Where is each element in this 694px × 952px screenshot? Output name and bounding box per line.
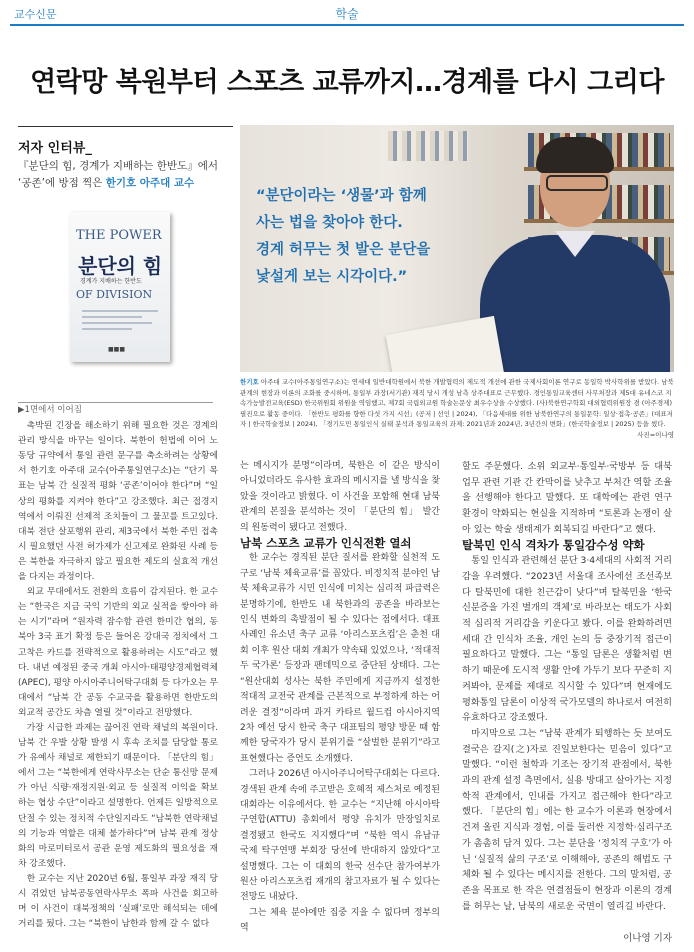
paragraph: 한 교수는 지난 2020년 6월, 통일부 과장 재직 당시 겪었던 남북공동연락사무소 폭파 사건을 회고하며 이 사건이 대북정책의 ‘실패’로만 해석되는 데에 거리를 뒀다. 그는 “북한이 남한과 함께 갈 수 없다 [18, 873, 218, 930]
article-column-3 [462, 459, 672, 914]
section-label: 교수신문 [14, 8, 57, 21]
open-book [386, 316, 505, 372]
book-subtitle: 경계가 지배하는 한반도 [80, 278, 142, 285]
interview-label: 저자 인터뷰_ [18, 141, 92, 156]
author-photo [240, 125, 674, 372]
caption-name: 한기호 [240, 378, 259, 386]
article-column-1 [18, 403, 218, 932]
book-cover [70, 212, 170, 362]
paragraph: 는 메시지가 분명”이라며, 북한은 이 같은 방식이 아니었더라도 유사한 효과의 메시지를 낼 방식을 찾았을 것이라고 밝혔다. 이 사건을 포함해 현대 남북관계의 본질을 분석하는 것이 「분단의 힘」 발간의 원동력이 됐다고 전했다. [240, 461, 440, 533]
publisher-logo: ■■■ [108, 346, 126, 353]
interview-line1: 『분단의 힘, 경계가 지배하는 한반도』에서 [18, 160, 218, 172]
section-title: 학술 [335, 7, 359, 21]
book-title-ko: 분단의 힘 [78, 254, 163, 278]
interview-subtitle [18, 158, 233, 192]
paragraph: 마지막으로 그는 “남북 관계가 퇴행하는 듯 보여도 결국은 갈지(之)자로 진일보한다는 믿음이 있다”고 말했다. “이런 철학과 기조는 장기적 관점에서, 북한과의 관계 설정 측면에서, 실용 방대고 살아가는 지정학적 관계에서, 인내를 가지고 접근해야 한다”라고 했다. 「분단의 힘」에는 한 교수가 이론과 현장에서 건져 올린 지식과 경험, 이를 둘러싼 지정학·심리구조가 촘촘히 담겨 있다. 그는 분단을 ‘정치적 구호’가 아닌 ‘실질적 삶의 구조’로 이해해야, 공존의 해법도 구체화 될 수 있다는 메시지를 전한다. 그의 말처럼, 공존을 목표로 한 작은 연결점들이 현장과 이론의 경계를 허무는 날, 남북의 새로운 국면이 열리길 바란다. [462, 727, 672, 912]
subheading: 남북 스포츠 교류가 인식전환 열쇠 [240, 536, 412, 551]
interviewee-name: 한기호 아주대 교수 [105, 177, 195, 189]
paragraph: 가장 시급한 과제는 끊어진 연락 채널의 복원이다. 남북 간 우발 상황 발생 시 후속 조치를 담당할 통로가 유예사 채널로 제한되기 때문이다. 「분단의 힘」에서 그는 “북한에게 연락사무소는 단순 통신망 문제가 아닌 식량·재정지원·외교 등 실질적 이익을 확보하는 협상 수단”이라고 설명한다. 언제든 일방적으로 단절 수 있는 정치적 수단일지라도 “남북한 연락채널의 기능과 역할은 대체 불가하다”며 남북 관계 정상화의 마로미터로서 공관 운영 제도화의 필요성을 재차 강조했다. [18, 722, 218, 869]
article-column-2 [240, 459, 440, 937]
byline: 이나영 기자 [623, 933, 672, 944]
headline: 연락망 복원부터 스포츠 교류까지…경계를 다시 그리다 [30, 67, 664, 98]
interview-line2: ‘공존’에 방점 찍은 한기호 아주대 교수 [18, 177, 195, 189]
pull-quote: “분단이라는 ‘생물’과 함께 사는 법을 찾아야 한다. 경계 허무는 첫 발은 분단을 낯설게 보는 시각이다.” [256, 188, 431, 285]
paragraph: 통일 인식과 관련해선 분단 3·4세대의 사회적 거리감을 우려했다. “2023년 서울대 조사에선 조선족보다 탈북민에 대한 친근감이 낮다”며 탈북민을 ‘한국 신분증을 가진 별개의 객체’로 바라보는 태도가 사회적 심리적 거리감을 키운다고 봤다. 이를 완화하려면 세대 간 인식차 조율, 개인 논의 등 중장기적 접근이 필요하다고 말했다. 그는 “통일 담론은 생활처럼 변하기 때문에 도시적 생활 안에 가두기 보다 꾸준히 지켜봐야, 문제를 제대로 직시할 수 있다”며 현재에도 평화통일 담론이 이상적 국가모델의 하나로서 여전히 유효하다고 강조했다. [462, 555, 672, 724]
paragraph: 그는 체육 분야에만 집중 지을 수 없다며 정부의 역 [240, 907, 440, 934]
continuation-kicker: ▶1면에서 이어짐 [18, 405, 82, 415]
header-rule [10, 24, 684, 26]
paragraph: 촉박된 긴장을 해소하기 위해 필요한 것은 경계의 관리 방식을 바꾸는 일이다. 북한이 헌법에 이어 노동당 규약에서 통일 관련 문구를 축소하려는 상황에서 한기호 아주대 교수(아주통일연구소)는 “단기 목표는 남북 간 실질적 평화 ‘공존’이어야 한다”며 “일상의 평화를 지켜야 한다”고 강조했다. 최근 접경지역에서 이뤄진 선제적 조치들이 그 물꼬를 트고있다. 대북 전단 살포행위 관리, 제3국에서 북한 주민 접촉시 필요했던 사전 허가제가 신고제로 완화된 사례 등은 북한을 자극하지 않고 필요한 제도의 실효적 개선을 다지는 과정이다. [18, 421, 218, 583]
book-title-en: THE POWER [76, 228, 162, 243]
paragraph: 그러나 2026년 아시아주니어탁구대회는 다르다. 경색된 관계 속에 주고받은 호혜적 제스처로 예정된 대회라는 이유에서다. 한 교수는 “지난해 아시아탁구연합(ATTU) 총회에서 평양 유치가 만장일치로 결정됐고 한국도 지지했다”며 “북한 역시 유남규 국제 탁구연맹 부회장 당선에 반대하지 않았다”고 설명했다. 그는 이 대회의 한국 선수단 참가여부가 원산 아리스포츠컵 재개의 참고자료가 될 수 있다는 전망도 내놨다. [240, 769, 440, 903]
paragraph: 외교 무대에서도 전환의 흐름이 감지된다. 한 교수는 “한국은 지금 국익 기반의 외교 실적을 쌓아야 하는 시기”라며 “원자력 잠수함 관련 한미간 협의, 동북아 3국 표기 확정 등은 들어온 강대국 정치에서 그 고착은 카드를 전략적으로 활용하려는 시도”라고 했다. 내년 예정된 중국 개최 아시아·태평양경제협력체(APEC), 평양 아시아주니어탁구대회 등 다가오는 무대에서 “남북 간 공동 수교국을 활용하면 한반도의 외교적 공간도 차츰 열릴 것”이라고 전망했다. [18, 587, 218, 718]
paragraph: 한 교수는 경직된 분단 질서를 완화할 실천적 도구로 ‘남북 체육교류’를 꼽았다. 비정치적 분야인 남북 체육교류가 시민 인식에 미치는 심리적 파급력은 분명하기에, 한반도 내 북한과의 공존을 바라보는 인식 변화의 촉발점이 될 수 있다는 점에서다. 대표 사례인 유소년 축구 교류 ‘아리스포츠컵’은 춘천 대회 이후 원산 대회 개최가 약속돼 있었으나, ‘적대적 두 국가론’ 등장과 팬데믹으로 중단된 상태다. 그는 “원산대회 성사는 북한 주민에게 지금까지 설정한 적대적 교전국 관계를 근본적으로 부정하게 하는 어려운 결정”이라며 과거 카타르 월드컵 아시아지역 2차 예선 당시 한국 축구 대표팀의 평양 방문 때 함께한 당국자가 당시 분위기를 “살벌한 분위기”라고 표현했다는 증언도 소개했다. [240, 553, 440, 764]
glasses-icon [546, 175, 608, 191]
subheading: 탈북민 인식 격차가 통일감수성 약화 [462, 537, 645, 552]
photo-caption [240, 377, 674, 440]
photo-credit: 사진=이나영 [637, 430, 674, 439]
caption-text: 아주대 교수(아주통일연구소)는 연세대 일반대학원에서 북한 개발협력의 제도적 개선에 관한 국제사회이론 연구로 동일학 박사학위를 받았다. 남북관계의 현장과 이론의 조화를 중시하며, 통일부 과장(서기관) 재직 당시 개성 남측 상주대표로 근무했다. 경인통일교육센터 사무처장과 제5대 유네스코 지속가능발전교육(ESD) 한국위원회 위원을 역임했고, 제7회 국립외교원 학술논문상 최우수상을 수상했다. (사)북한연구학회 대외협력위원장 겸 (아주경제) 필진으로 활동 중이다. 「한반도 평화를 향한 다섯 가지 시선」(공저 | 선인 | 2024), 「다음세대를 위한 남북한연구의 통일문학: 일상·접촉·공존」(대표저자 | 한국학술정보 | 2024), 「경기도민 통일인식 실태 분석과 통일교육의 과제: 2021년과 2024년, 3년간의 변화」(한국학술정보 | 2025) 등을 썼다. [240, 378, 674, 428]
book-title-en-bottom: OF DIVISION [76, 288, 153, 301]
paragraph: 할도 주문했다. 소위 외교부·통일부·국방부 등 대북 업무 관련 기관 간 칸막이를 낮추고 부처간 역할 조율을 선행해야 한다고 말했다. 또 대학에는 관련 연구 환경이 약화되는 현실을 지적하며 “토론과 논쟁이 살아 있는 학술 생태계가 회복되길 바란다”고 했다. [462, 461, 672, 535]
divider [18, 126, 233, 127]
